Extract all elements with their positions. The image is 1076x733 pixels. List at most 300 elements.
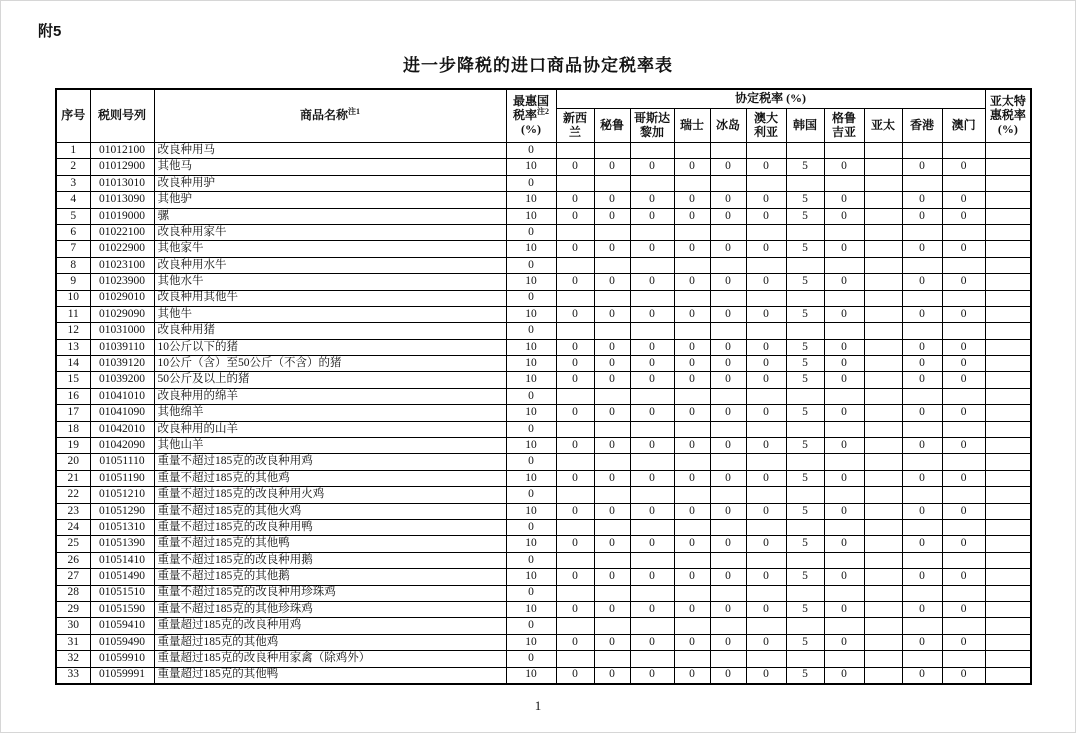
row-mfn: 10 xyxy=(506,274,556,290)
row-rate-4 xyxy=(710,552,746,568)
row-rate-6: 5 xyxy=(786,372,824,388)
row-rate-3 xyxy=(674,323,710,339)
row-name: 其他家牛 xyxy=(154,241,506,257)
row-rate-8 xyxy=(864,356,902,372)
row-seq: 28 xyxy=(56,585,90,601)
row-rate-1 xyxy=(594,143,630,159)
row-rate-8 xyxy=(864,241,902,257)
row-rate-1: 0 xyxy=(594,569,630,585)
row-rate-2 xyxy=(630,388,674,404)
row-rate-1: 0 xyxy=(594,372,630,388)
row-rate-4: 0 xyxy=(710,306,746,322)
row-apta xyxy=(985,356,1031,372)
row-rate-8 xyxy=(864,454,902,470)
row-rate-10 xyxy=(942,143,985,159)
col-header-apta xyxy=(985,89,1031,143)
row-rate-2: 0 xyxy=(630,192,674,208)
row-rate-4: 0 xyxy=(710,159,746,175)
row-rate-10 xyxy=(942,290,985,306)
row-rate-10: 0 xyxy=(942,241,985,257)
row-rate-4: 0 xyxy=(710,274,746,290)
table-row xyxy=(56,241,1031,257)
row-rate-2: 0 xyxy=(630,667,674,684)
row-apta xyxy=(985,421,1031,437)
row-rate-9: 0 xyxy=(902,470,942,486)
row-code: 01012100 xyxy=(90,143,154,159)
row-rate-7: 0 xyxy=(824,569,864,585)
row-code: 01051310 xyxy=(90,519,154,535)
row-rate-4 xyxy=(710,323,746,339)
row-rate-5 xyxy=(746,487,786,503)
row-rate-9 xyxy=(902,143,942,159)
row-apta xyxy=(985,585,1031,601)
row-rate-4: 0 xyxy=(710,241,746,257)
row-rate-7 xyxy=(824,421,864,437)
row-rate-1 xyxy=(594,487,630,503)
row-rate-10: 0 xyxy=(942,306,985,322)
row-code: 01039110 xyxy=(90,339,154,355)
row-seq: 31 xyxy=(56,634,90,650)
row-rate-5: 0 xyxy=(746,208,786,224)
col-header-name xyxy=(154,89,506,143)
row-code: 01013090 xyxy=(90,192,154,208)
row-seq: 19 xyxy=(56,438,90,454)
row-rate-6 xyxy=(786,175,824,191)
row-rate-9: 0 xyxy=(902,503,942,519)
row-rate-8 xyxy=(864,257,902,273)
row-mfn: 0 xyxy=(506,487,556,503)
row-rate-2 xyxy=(630,454,674,470)
row-rate-8 xyxy=(864,175,902,191)
table-row xyxy=(56,487,1031,503)
row-code: 01051410 xyxy=(90,552,154,568)
row-rate-3: 0 xyxy=(674,241,710,257)
row-rate-1: 0 xyxy=(594,667,630,684)
row-code: 01051390 xyxy=(90,536,154,552)
row-mfn: 10 xyxy=(506,192,556,208)
row-rate-9: 0 xyxy=(902,601,942,617)
row-mfn: 0 xyxy=(506,618,556,634)
row-rate-8 xyxy=(864,405,902,421)
row-mfn: 10 xyxy=(506,569,556,585)
row-rate-9 xyxy=(902,323,942,339)
row-apta xyxy=(985,388,1031,404)
col-header-name-text: 商品名称 xyxy=(299,108,348,123)
row-rate-3 xyxy=(674,552,710,568)
row-rate-0: 0 xyxy=(556,356,594,372)
row-apta xyxy=(985,651,1031,667)
row-name: 10公斤（含）至50公斤（不含）的猪 xyxy=(154,356,506,372)
row-rate-10 xyxy=(942,224,985,240)
row-rate-4: 0 xyxy=(710,339,746,355)
row-rate-10: 0 xyxy=(942,601,985,617)
row-rate-5: 0 xyxy=(746,274,786,290)
row-rate-4 xyxy=(710,421,746,437)
row-rate-2: 0 xyxy=(630,438,674,454)
row-rate-7: 0 xyxy=(824,241,864,257)
row-apta xyxy=(985,405,1031,421)
row-rate-9: 0 xyxy=(902,405,942,421)
row-rate-2 xyxy=(630,143,674,159)
row-rate-10: 0 xyxy=(942,536,985,552)
col-header-code: 税则号列 xyxy=(90,89,154,143)
row-rate-10 xyxy=(942,175,985,191)
row-name: 重量不超过185克的改良种用火鸡 xyxy=(154,487,506,503)
page-number: 1 xyxy=(534,698,542,713)
row-rate-6: 5 xyxy=(786,601,824,617)
col-header-country-7: 格鲁吉亚 xyxy=(824,109,864,143)
row-rate-0 xyxy=(556,323,594,339)
row-rate-0 xyxy=(556,618,594,634)
row-rate-2: 0 xyxy=(630,405,674,421)
row-rate-3: 0 xyxy=(674,438,710,454)
row-apta xyxy=(985,323,1031,339)
row-rate-1: 0 xyxy=(594,159,630,175)
row-rate-2: 0 xyxy=(630,159,674,175)
row-rate-6: 5 xyxy=(786,470,824,486)
row-rate-5 xyxy=(746,323,786,339)
row-seq: 21 xyxy=(56,470,90,486)
row-seq: 1 xyxy=(56,143,90,159)
row-rate-8 xyxy=(864,438,902,454)
row-rate-3: 0 xyxy=(674,569,710,585)
row-rate-3: 0 xyxy=(674,159,710,175)
row-rate-2: 0 xyxy=(630,208,674,224)
row-mfn: 0 xyxy=(506,388,556,404)
row-mfn: 10 xyxy=(506,356,556,372)
table-row xyxy=(56,569,1031,585)
table-row xyxy=(56,634,1031,650)
row-apta xyxy=(985,552,1031,568)
row-code: 01042010 xyxy=(90,421,154,437)
row-apta xyxy=(985,454,1031,470)
table-row xyxy=(56,421,1031,437)
row-rate-2 xyxy=(630,552,674,568)
table-row xyxy=(56,143,1031,159)
table-row xyxy=(56,601,1031,617)
row-rate-3: 0 xyxy=(674,634,710,650)
table-row xyxy=(56,388,1031,404)
row-rate-7 xyxy=(824,618,864,634)
row-rate-8 xyxy=(864,470,902,486)
table-row xyxy=(56,257,1031,273)
row-rate-8 xyxy=(864,552,902,568)
row-rate-2 xyxy=(630,175,674,191)
row-rate-9 xyxy=(902,487,942,503)
row-name: 其他马 xyxy=(154,159,506,175)
row-rate-4: 0 xyxy=(710,208,746,224)
row-seq: 27 xyxy=(56,569,90,585)
row-rate-5: 0 xyxy=(746,503,786,519)
col-header-country-5: 澳大利亚 xyxy=(746,109,786,143)
row-rate-6: 5 xyxy=(786,667,824,684)
row-rate-5: 0 xyxy=(746,438,786,454)
row-rate-8 xyxy=(864,192,902,208)
row-rate-4 xyxy=(710,651,746,667)
row-rate-10: 0 xyxy=(942,438,985,454)
row-code: 01059490 xyxy=(90,634,154,650)
row-rate-9: 0 xyxy=(902,208,942,224)
row-rate-1 xyxy=(594,651,630,667)
row-rate-3: 0 xyxy=(674,192,710,208)
table-row xyxy=(56,224,1031,240)
row-rate-1 xyxy=(594,421,630,437)
row-name: 改良种用水牛 xyxy=(154,257,506,273)
row-rate-0: 0 xyxy=(556,601,594,617)
row-rate-9 xyxy=(902,257,942,273)
row-rate-7: 0 xyxy=(824,306,864,322)
row-rate-0 xyxy=(556,224,594,240)
row-rate-7: 0 xyxy=(824,601,864,617)
row-rate-0: 0 xyxy=(556,159,594,175)
table-row xyxy=(56,372,1031,388)
row-code: 01051510 xyxy=(90,585,154,601)
row-seq: 8 xyxy=(56,257,90,273)
row-rate-10 xyxy=(942,487,985,503)
row-rate-0: 0 xyxy=(556,470,594,486)
row-rate-8 xyxy=(864,569,902,585)
row-rate-3 xyxy=(674,257,710,273)
row-rate-2 xyxy=(630,651,674,667)
row-rate-8 xyxy=(864,388,902,404)
row-seq: 33 xyxy=(56,667,90,684)
row-rate-6: 5 xyxy=(786,339,824,355)
row-rate-5: 0 xyxy=(746,601,786,617)
row-apta xyxy=(985,192,1031,208)
row-seq: 22 xyxy=(56,487,90,503)
row-code: 01051490 xyxy=(90,569,154,585)
row-seq: 20 xyxy=(56,454,90,470)
row-rate-0: 0 xyxy=(556,339,594,355)
row-rate-6 xyxy=(786,421,824,437)
row-rate-5: 0 xyxy=(746,159,786,175)
row-rate-5: 0 xyxy=(746,372,786,388)
row-rate-9: 0 xyxy=(902,339,942,355)
row-apta xyxy=(985,618,1031,634)
row-rate-1: 0 xyxy=(594,405,630,421)
row-code: 01013010 xyxy=(90,175,154,191)
row-rate-5 xyxy=(746,175,786,191)
row-seq: 23 xyxy=(56,503,90,519)
row-seq: 18 xyxy=(56,421,90,437)
col-header-country-9: 香港 xyxy=(902,109,942,143)
row-rate-7: 0 xyxy=(824,192,864,208)
row-mfn: 0 xyxy=(506,519,556,535)
row-rate-1: 0 xyxy=(594,601,630,617)
row-rate-0: 0 xyxy=(556,405,594,421)
row-name: 重量不超过185克的其他鸭 xyxy=(154,536,506,552)
row-rate-1 xyxy=(594,618,630,634)
row-rate-3 xyxy=(674,143,710,159)
row-rate-1 xyxy=(594,257,630,273)
row-rate-5 xyxy=(746,421,786,437)
row-rate-0 xyxy=(556,519,594,535)
row-rate-6 xyxy=(786,224,824,240)
row-rate-6: 5 xyxy=(786,241,824,257)
row-apta xyxy=(985,208,1031,224)
row-rate-3 xyxy=(674,585,710,601)
row-rate-4: 0 xyxy=(710,667,746,684)
row-rate-2: 0 xyxy=(630,536,674,552)
row-mfn: 0 xyxy=(506,257,556,273)
row-seq: 14 xyxy=(56,356,90,372)
col-header-country-8: 亚太 xyxy=(864,109,902,143)
row-rate-1: 0 xyxy=(594,208,630,224)
row-code: 01042090 xyxy=(90,438,154,454)
row-rate-6 xyxy=(786,651,824,667)
row-rate-5 xyxy=(746,388,786,404)
row-seq: 15 xyxy=(56,372,90,388)
row-apta xyxy=(985,569,1031,585)
row-code: 01039120 xyxy=(90,356,154,372)
row-rate-7 xyxy=(824,224,864,240)
row-rate-4: 0 xyxy=(710,569,746,585)
row-code: 01051290 xyxy=(90,503,154,519)
row-rate-3 xyxy=(674,519,710,535)
row-rate-6 xyxy=(786,388,824,404)
row-rate-1: 0 xyxy=(594,241,630,257)
row-rate-6 xyxy=(786,143,824,159)
row-code: 01051110 xyxy=(90,454,154,470)
row-rate-7: 0 xyxy=(824,372,864,388)
row-rate-9: 0 xyxy=(902,159,942,175)
row-apta xyxy=(985,487,1031,503)
table-row xyxy=(56,503,1031,519)
row-rate-7 xyxy=(824,388,864,404)
row-rate-6: 5 xyxy=(786,503,824,519)
row-apta xyxy=(985,470,1031,486)
row-rate-4: 0 xyxy=(710,634,746,650)
row-mfn: 10 xyxy=(506,306,556,322)
row-rate-10: 0 xyxy=(942,470,985,486)
row-rate-10 xyxy=(942,454,985,470)
row-rate-4: 0 xyxy=(710,405,746,421)
row-rate-2: 0 xyxy=(630,503,674,519)
row-rate-7 xyxy=(824,290,864,306)
row-code: 01041090 xyxy=(90,405,154,421)
row-rate-0 xyxy=(556,552,594,568)
row-rate-10: 0 xyxy=(942,503,985,519)
row-rate-4 xyxy=(710,290,746,306)
row-apta xyxy=(985,257,1031,273)
row-name: 骡 xyxy=(154,208,506,224)
row-rate-8 xyxy=(864,601,902,617)
row-rate-0 xyxy=(556,143,594,159)
row-rate-5: 0 xyxy=(746,470,786,486)
row-rate-2: 0 xyxy=(630,470,674,486)
row-rate-9 xyxy=(902,618,942,634)
col-header-country-2: 哥斯达黎加 xyxy=(630,109,674,143)
row-rate-5: 0 xyxy=(746,634,786,650)
row-code: 01023900 xyxy=(90,274,154,290)
row-apta xyxy=(985,667,1031,684)
row-rate-0: 0 xyxy=(556,438,594,454)
row-rate-4 xyxy=(710,618,746,634)
row-rate-5: 0 xyxy=(746,356,786,372)
table-row xyxy=(56,405,1031,421)
table-row xyxy=(56,651,1031,667)
col-header-seq: 序号 xyxy=(56,89,90,143)
row-rate-8 xyxy=(864,339,902,355)
row-rate-1 xyxy=(594,585,630,601)
row-rate-3 xyxy=(674,175,710,191)
row-rate-8 xyxy=(864,208,902,224)
row-rate-7 xyxy=(824,323,864,339)
row-rate-8 xyxy=(864,306,902,322)
row-rate-8 xyxy=(864,651,902,667)
row-rate-2: 0 xyxy=(630,634,674,650)
table-row xyxy=(56,290,1031,306)
row-rate-6: 5 xyxy=(786,192,824,208)
row-rate-3 xyxy=(674,224,710,240)
table-row xyxy=(56,470,1031,486)
table-row xyxy=(56,519,1031,535)
row-rate-3: 0 xyxy=(674,405,710,421)
row-rate-9: 0 xyxy=(902,536,942,552)
table-row xyxy=(56,454,1031,470)
row-seq: 4 xyxy=(56,192,90,208)
row-rate-1: 0 xyxy=(594,634,630,650)
row-rate-9 xyxy=(902,421,942,437)
row-rate-10: 0 xyxy=(942,208,985,224)
row-seq: 12 xyxy=(56,323,90,339)
row-rate-7 xyxy=(824,519,864,535)
row-apta xyxy=(985,601,1031,617)
col-header-country-0: 新西兰 xyxy=(556,109,594,143)
row-apta xyxy=(985,536,1031,552)
row-rate-7 xyxy=(824,143,864,159)
row-rate-0: 0 xyxy=(556,372,594,388)
row-rate-4: 0 xyxy=(710,192,746,208)
row-rate-8 xyxy=(864,372,902,388)
attachment-label: 附5 xyxy=(38,23,62,40)
col-header-mfn-unit: (%) xyxy=(521,121,541,136)
row-mfn: 0 xyxy=(506,290,556,306)
row-name: 改良种用驴 xyxy=(154,175,506,191)
row-rate-7: 0 xyxy=(824,667,864,684)
row-code: 01031000 xyxy=(90,323,154,339)
row-rate-7 xyxy=(824,454,864,470)
header-row-1 xyxy=(56,89,1031,109)
row-rate-3: 0 xyxy=(674,208,710,224)
row-mfn: 0 xyxy=(506,323,556,339)
row-seq: 24 xyxy=(56,519,90,535)
row-rate-1: 0 xyxy=(594,192,630,208)
row-seq: 26 xyxy=(56,552,90,568)
row-rate-6: 5 xyxy=(786,569,824,585)
row-rate-9: 0 xyxy=(902,372,942,388)
row-apta xyxy=(985,241,1031,257)
row-rate-3: 0 xyxy=(674,470,710,486)
row-rate-0: 0 xyxy=(556,667,594,684)
row-rate-8 xyxy=(864,519,902,535)
row-rate-4: 0 xyxy=(710,601,746,617)
row-rate-6 xyxy=(786,487,824,503)
row-rate-3 xyxy=(674,454,710,470)
row-rate-4 xyxy=(710,487,746,503)
row-rate-0 xyxy=(556,388,594,404)
row-name: 10公斤以下的猪 xyxy=(154,339,506,355)
table-row xyxy=(56,274,1031,290)
row-rate-1 xyxy=(594,454,630,470)
row-rate-7 xyxy=(824,651,864,667)
mfn-note-superscript: 注2 xyxy=(537,107,549,117)
table-row xyxy=(56,192,1031,208)
row-rate-6 xyxy=(786,519,824,535)
table-row xyxy=(56,356,1031,372)
row-rate-5: 0 xyxy=(746,569,786,585)
row-rate-10 xyxy=(942,257,985,273)
